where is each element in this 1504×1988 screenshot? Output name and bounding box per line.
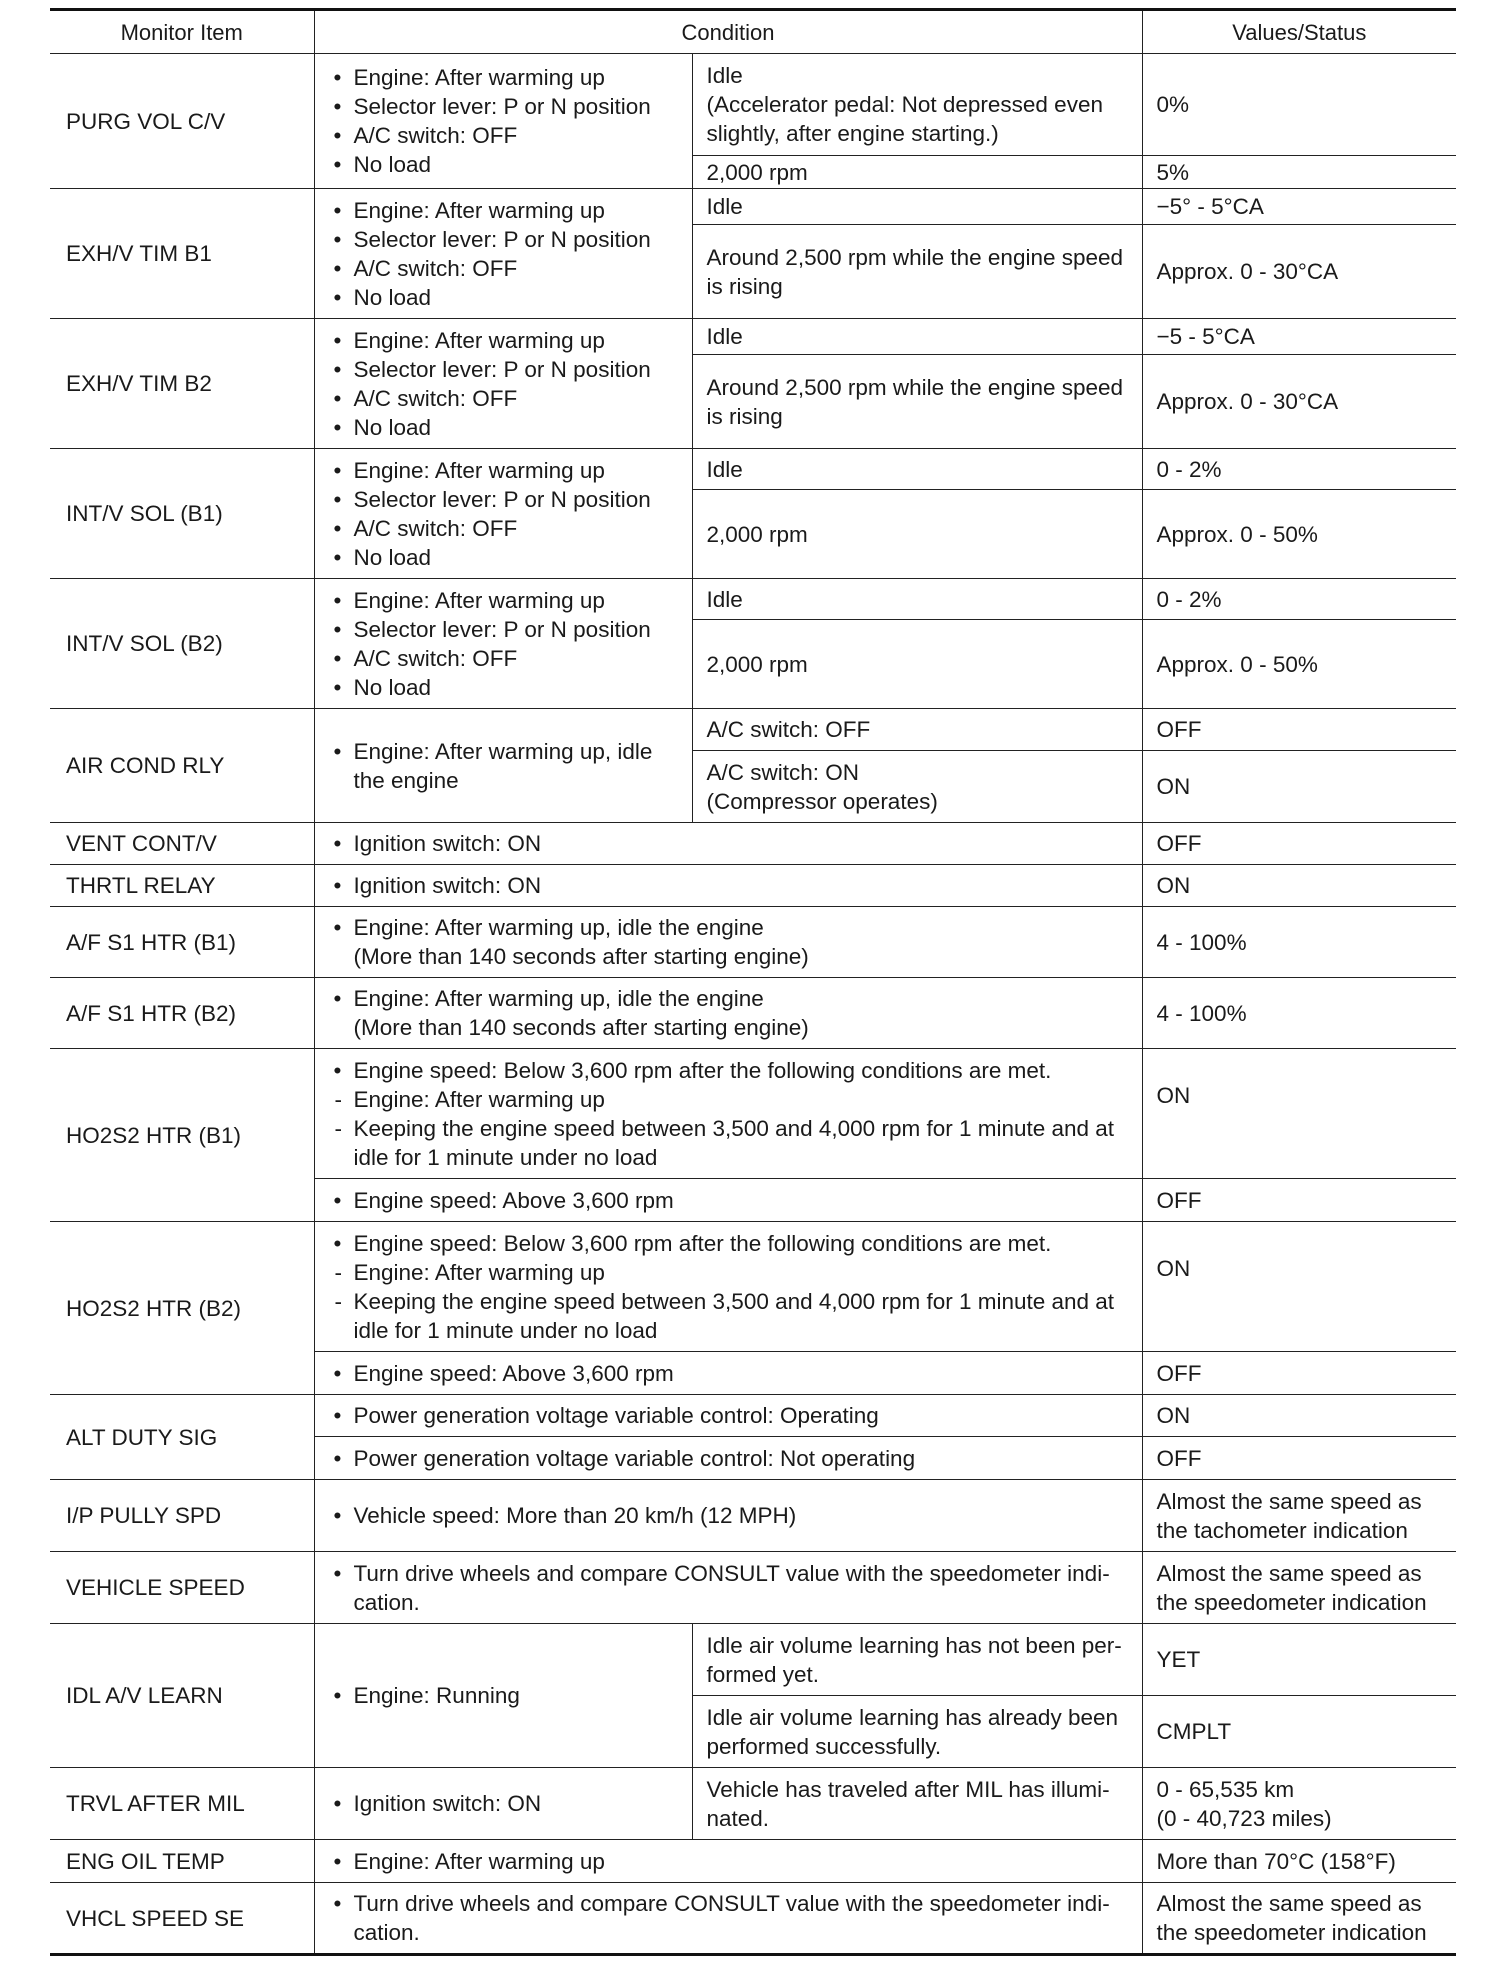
condition-dash: - Engine: After warming up <box>329 1085 1128 1114</box>
condition-bullet: • Engine speed: Below 3,600 rpm after the following conditions are met. <box>329 1056 1128 1085</box>
monitor-item: EXH/V TIM B2 <box>50 319 314 449</box>
condition-cell <box>314 1352 1142 1395</box>
value-cell: ON <box>1142 865 1456 907</box>
sub-condition-cell: Idle <box>692 579 1142 620</box>
condition-bullet: • Engine: After warming up <box>329 1847 1128 1876</box>
value-line: (0 - 40,723 miles) <box>1156 1805 1332 1831</box>
sub-condition-line: formed yet. <box>706 1661 820 1687</box>
condition-cell <box>314 1840 1142 1883</box>
sub-condition-line: Vehicle has traveled after MIL has illumi- <box>706 1776 1110 1802</box>
condition-bullet: • Power generation voltage variable control: Operating <box>329 1401 1128 1430</box>
table-row <box>50 319 1456 355</box>
condition-cell <box>314 865 1142 907</box>
sub-condition-cell: 2,000 rpm <box>692 490 1142 579</box>
condition-bullet: • Selector lever: P or N position <box>329 485 678 514</box>
condition-cell <box>314 1768 692 1840</box>
condition-bullet: • A/C switch: OFF <box>329 644 678 673</box>
value-cell: Approx. 0 - 50% <box>1142 620 1456 709</box>
condition-bullet: • No load <box>329 283 678 312</box>
sub-condition-cell <box>692 1696 1142 1768</box>
condition-bullet: • Power generation voltage variable control: Not operating <box>329 1444 1128 1473</box>
table-row <box>50 1049 1456 1179</box>
value-cell: CMPLT <box>1142 1696 1456 1768</box>
condition-cell <box>314 907 1142 978</box>
monitor-item: HO2S2 HTR (B1) <box>50 1049 314 1222</box>
value-line: the speedometer indication <box>1156 1920 1427 1945</box>
value-line: the tachometer indication <box>1156 1517 1408 1543</box>
condition-bullet: • A/C switch: OFF <box>329 514 678 543</box>
value-cell: OFF <box>1142 823 1456 865</box>
sub-condition-line: is rising <box>706 403 783 429</box>
header-monitor-item: Monitor Item <box>50 10 314 54</box>
sub-condition-cell: 2,000 rpm <box>692 156 1142 189</box>
condition-bullet <box>329 1559 1128 1617</box>
condition-dash: - Keeping the engine speed between 3,500 and 4,000 rpm for 1 minute and at idle for 1 minute under no load <box>329 1114 1128 1172</box>
value-line: 0 - 65,535 km <box>1156 1776 1295 1802</box>
condition-bullet <box>329 1889 1128 1947</box>
value-cell: 5% <box>1142 156 1456 189</box>
table-row <box>50 54 1456 156</box>
monitor-item: VENT CONT/V <box>50 823 314 865</box>
condition-cell <box>314 1049 1142 1179</box>
condition-dash: - Keeping the engine speed between 3,500 and 4,000 rpm for 1 minute and at idle for 1 minute under no load <box>329 1287 1128 1345</box>
value-cell: Approx. 0 - 50% <box>1142 490 1456 579</box>
table-row <box>50 865 1456 907</box>
value-cell: OFF <box>1142 1437 1456 1480</box>
table-row <box>50 1624 1456 1696</box>
condition-bullet: • No load <box>329 413 678 442</box>
table-row <box>50 1222 1456 1352</box>
condition-cell <box>314 1883 1142 1955</box>
condition-bullet: • Vehicle speed: More than 20 km/h (12 MPH) <box>329 1501 1128 1530</box>
condition-bullet: • A/C switch: OFF <box>329 121 678 150</box>
value-cell: 0 - 2% <box>1142 449 1456 490</box>
value-cell: 4 - 100% <box>1142 907 1456 978</box>
condition-bullet: • No load <box>329 543 678 572</box>
sub-condition-cell: Idle <box>692 449 1142 490</box>
value-line: the speedometer indication <box>1156 1589 1427 1615</box>
condition-cell <box>314 1437 1142 1480</box>
condition-cell <box>314 1395 1142 1437</box>
condition-text: cation. <box>353 1589 420 1615</box>
sub-condition-cell: Idle <box>692 189 1142 225</box>
monitor-item: INT/V SOL (B2) <box>50 579 314 709</box>
sub-condition-cell: A/C switch: OFF <box>692 709 1142 751</box>
condition-cell <box>314 319 692 449</box>
monitor-item: TRVL AFTER MIL <box>50 1768 314 1840</box>
condition-bullet: • Engine: After warming up <box>329 326 678 355</box>
value-cell: −5 - 5°CA <box>1142 319 1456 355</box>
sub-condition-cell: Idle <box>692 319 1142 355</box>
condition-bullet: • Engine speed: Above 3,600 rpm <box>329 1186 1128 1215</box>
sub-condition-cell <box>692 355 1142 449</box>
table-row <box>50 978 1456 1049</box>
header-condition: Condition <box>314 10 1142 54</box>
sub-condition-cell <box>692 1768 1142 1840</box>
sub-condition-cell <box>692 54 1142 156</box>
monitor-item: THRTL RELAY <box>50 865 314 907</box>
table-row <box>50 579 1456 620</box>
header-values-status: Values/Status <box>1142 10 1456 54</box>
condition-text: Engine: After warming up, idle the engine <box>353 986 764 1011</box>
condition-cell <box>314 978 1142 1049</box>
sub-condition-line: A/C switch: ON <box>706 759 860 785</box>
value-cell <box>1142 1480 1456 1552</box>
sub-condition-line: is rising <box>706 273 783 299</box>
condition-cell <box>314 1552 1142 1624</box>
monitor-item: A/F S1 HTR (B2) <box>50 978 314 1049</box>
table-row <box>50 1395 1456 1437</box>
sub-condition-line: performed successfully. <box>706 1733 942 1759</box>
value-cell: 0% <box>1142 54 1456 156</box>
sub-condition-cell <box>692 751 1142 823</box>
condition-cell <box>314 709 692 823</box>
table-row <box>50 1883 1456 1955</box>
condition-cell <box>314 823 1142 865</box>
value-cell: 4 - 100% <box>1142 978 1456 1049</box>
value-cell: Approx. 0 - 30°CA <box>1142 355 1456 449</box>
value-cell: YET <box>1142 1624 1456 1696</box>
condition-bullet: • Engine: After warming up, idle the engine <box>329 737 678 795</box>
condition-bullet: • Engine: After warming up <box>329 196 678 225</box>
table-row <box>50 823 1456 865</box>
table-row <box>50 709 1456 751</box>
condition-bullet: • Engine: After warming up <box>329 63 678 92</box>
value-cell: OFF <box>1142 709 1456 751</box>
condition-cell <box>314 1222 1142 1352</box>
condition-bullet: • Selector lever: P or N position <box>329 92 678 121</box>
condition-cell <box>314 449 692 579</box>
monitor-item: INT/V SOL (B1) <box>50 449 314 579</box>
condition-bullet: • Selector lever: P or N position <box>329 615 678 644</box>
condition-cell <box>314 579 692 709</box>
value-cell: OFF <box>1142 1179 1456 1222</box>
monitor-item: ALT DUTY SIG <box>50 1395 314 1480</box>
monitor-item: HO2S2 HTR (B2) <box>50 1222 314 1395</box>
sub-condition-line: Idle <box>706 63 743 88</box>
condition-text: Engine: After warming up, idle the engine <box>353 915 764 940</box>
condition-dash: - Engine: After warming up <box>329 1258 1128 1287</box>
condition-bullet: • Engine: After warming up <box>329 586 678 615</box>
value-cell: More than 70°C (158°F) <box>1142 1840 1456 1883</box>
value-cell: OFF <box>1142 1352 1456 1395</box>
value-cell: ON <box>1142 751 1456 823</box>
sub-condition-line: Around 2,500 rpm while the engine speed <box>706 244 1124 270</box>
sub-condition-line: Idle air volume learning has not been per- <box>706 1632 1122 1658</box>
condition-bullet: • Engine: Running <box>329 1681 678 1710</box>
monitor-item: ENG OIL TEMP <box>50 1840 314 1883</box>
sub-condition-cell: 2,000 rpm <box>692 620 1142 709</box>
condition-text: cation. <box>353 1920 420 1945</box>
monitor-item: EXH/V TIM B1 <box>50 189 314 319</box>
value-cell <box>1142 1768 1456 1840</box>
value-cell: 0 - 2% <box>1142 579 1456 620</box>
monitor-item: VEHICLE SPEED <box>50 1552 314 1624</box>
table-row <box>50 1840 1456 1883</box>
table-row <box>50 907 1456 978</box>
sub-condition-line: (Compressor operates) <box>706 788 938 814</box>
table-row <box>50 1480 1456 1552</box>
condition-bullet: • Ignition switch: ON <box>329 829 1128 858</box>
monitor-item: PURG VOL C/V <box>50 54 314 189</box>
condition-bullet: • No load <box>329 673 678 702</box>
value-cell: ON <box>1142 1049 1456 1179</box>
monitor-item: IDL A/V LEARN <box>50 1624 314 1768</box>
condition-cell <box>314 54 692 189</box>
condition-bullet <box>329 984 1128 1042</box>
condition-text: Turn drive wheels and compare CONSULT value with the speedometer indi- <box>353 1891 1110 1916</box>
value-cell: −5° - 5°CA <box>1142 189 1456 225</box>
table-header-row <box>50 10 1456 54</box>
condition-note: (More than 140 seconds after starting engine) <box>353 1015 809 1040</box>
sub-condition-line: Around 2,500 rpm while the engine speed <box>706 374 1124 400</box>
value-cell: ON <box>1142 1395 1456 1437</box>
condition-cell <box>314 1624 692 1768</box>
sub-condition-cell <box>692 1624 1142 1696</box>
monitor-item: VHCL SPEED SE <box>50 1883 314 1955</box>
condition-text: Turn drive wheels and compare CONSULT value with the speedometer indi- <box>353 1560 1110 1586</box>
sub-condition-cell <box>692 225 1142 319</box>
condition-bullet: • Engine: After warming up <box>329 456 678 485</box>
monitor-item: AIR COND RLY <box>50 709 314 823</box>
value-line: Almost the same speed as <box>1156 1560 1422 1586</box>
condition-bullet: • A/C switch: OFF <box>329 384 678 413</box>
table-row <box>50 189 1456 225</box>
monitor-item-table <box>50 8 1456 1956</box>
value-cell <box>1142 1552 1456 1624</box>
condition-bullet: • Ignition switch: ON <box>329 871 1128 900</box>
sub-condition-line: (Accelerator pedal: Not depressed even <box>706 92 1103 117</box>
condition-bullet: • Ignition switch: ON <box>329 1789 678 1818</box>
value-line: Almost the same speed as <box>1156 1891 1422 1916</box>
value-cell <box>1142 1883 1456 1955</box>
value-cell: Approx. 0 - 30°CA <box>1142 225 1456 319</box>
value-line: Almost the same speed as <box>1156 1488 1422 1514</box>
monitor-item: I/P PULLY SPD <box>50 1480 314 1552</box>
condition-note: (More than 140 seconds after starting engine) <box>353 944 809 969</box>
table-row <box>50 1552 1456 1624</box>
sub-condition-line: Idle air volume learning has already been <box>706 1704 1119 1730</box>
condition-bullet: • Selector lever: P or N position <box>329 225 678 254</box>
condition-bullet: • Engine speed: Above 3,600 rpm <box>329 1359 1128 1388</box>
table-row <box>50 1768 1456 1840</box>
condition-bullet <box>329 913 1128 971</box>
condition-cell <box>314 1480 1142 1552</box>
value-cell: ON <box>1142 1222 1456 1352</box>
monitor-item: A/F S1 HTR (B1) <box>50 907 314 978</box>
condition-cell <box>314 189 692 319</box>
condition-bullet: • No load <box>329 150 678 179</box>
sub-condition-line: nated. <box>706 1805 770 1831</box>
condition-cell <box>314 1179 1142 1222</box>
condition-bullet: • Engine speed: Below 3,600 rpm after the following conditions are met. <box>329 1229 1128 1258</box>
condition-bullet: • Selector lever: P or N position <box>329 355 678 384</box>
monitor-item-table-page <box>50 8 1456 1956</box>
condition-bullet: • A/C switch: OFF <box>329 254 678 283</box>
sub-condition-line: slightly, after engine starting.) <box>706 121 999 146</box>
table-row <box>50 449 1456 490</box>
